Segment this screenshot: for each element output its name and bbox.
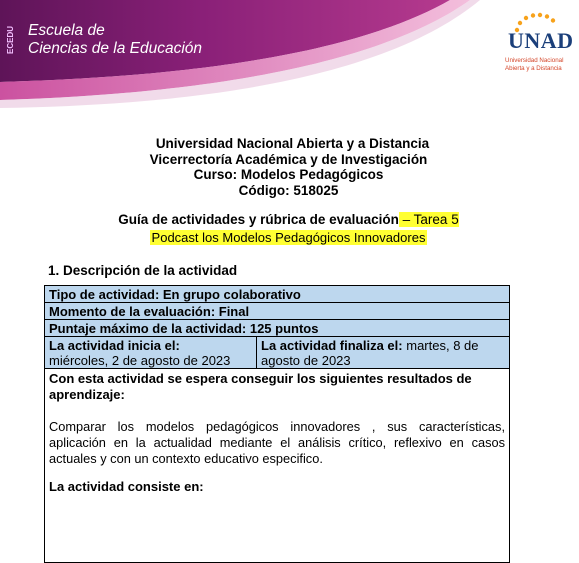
- learning-results-cell: [45, 369, 510, 563]
- activity-type-cell: Tipo de actividad: En grupo colaborativo: [45, 286, 510, 303]
- unad-subtitle: [505, 57, 579, 72]
- title-course: Curso: Modelos Pedagógicos: [193, 167, 384, 182]
- table-row: [45, 303, 510, 320]
- max-score-cell: Puntaje máximo de la actividad: 125 puntos: [45, 320, 510, 337]
- start-date-value: miércoles, 2 de agosto de 2023: [49, 353, 231, 368]
- table-row: [45, 320, 510, 337]
- guide-title: [0, 212, 577, 228]
- school-name: [28, 22, 202, 58]
- end-date-cell: [257, 337, 510, 369]
- school-line-2: Ciencias de la Educación: [28, 40, 203, 57]
- learning-results-text: Comparar los modelos pedagógicos innovadores , sus características, aplicación en la actualidad mediante el análisis crítico, reflexivo en casos actuales y con un contexto educativo especifico.: [49, 419, 505, 466]
- end-date-label: La actividad finaliza el:: [261, 338, 403, 353]
- evaluation-moment-cell: Momento de la evaluación: Final: [45, 303, 510, 320]
- ecedu-tag: ECEDU: [6, 26, 15, 55]
- unad-logo: [505, 12, 577, 82]
- document-title: [0, 136, 577, 198]
- guide-subtitle-text: Podcast los Modelos Pedagógicos Innovadores: [151, 230, 426, 245]
- section-heading: 1. Descripción de la actividad: [48, 263, 238, 278]
- learning-results-heading: Con esta actividad se espera conseguir los siguientes resultados de aprendizaje:: [49, 371, 472, 402]
- header-banner: [0, 0, 577, 110]
- unad-subtitle-line-1: Universidad Nacional: [505, 57, 564, 64]
- end-date-value: martes, 8 de agosto de 2023: [261, 338, 479, 368]
- activity-table: [44, 285, 510, 563]
- guide-subtitle: [0, 230, 577, 246]
- unad-wordmark: UNAD: [508, 28, 574, 53]
- table-row: [45, 286, 510, 303]
- table-row: [45, 337, 510, 369]
- table-row: [45, 369, 510, 563]
- activity-consists-heading: La actividad consiste en:: [49, 479, 204, 494]
- title-code: Código: 518025: [238, 182, 339, 198]
- start-date-label: La actividad inicia el:: [49, 338, 180, 353]
- start-date-cell: [45, 337, 257, 369]
- guide-title-bold: Guía de actividades y rúbrica de evaluación: [118, 212, 399, 227]
- title-vicerrectoria: Vicerrectoría Académica y de Investigación: [149, 151, 428, 167]
- guide-task-highlight: – Tarea 5: [398, 212, 459, 227]
- title-university: Universidad Nacional Abierta y a Distancia: [155, 136, 430, 151]
- unad-subtitle-line-2: Abierta y a Distancia: [505, 64, 562, 72]
- school-line-1: Escuela de: [28, 22, 105, 39]
